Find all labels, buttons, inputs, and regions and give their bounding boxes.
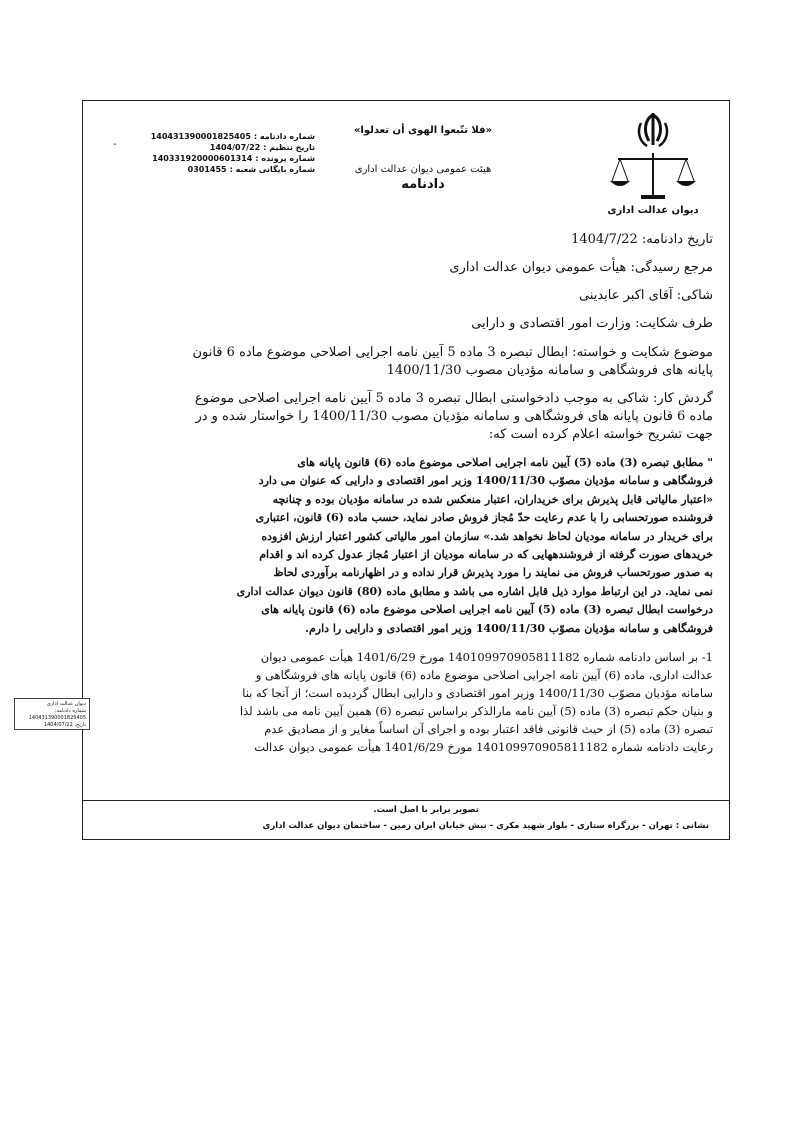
- verdict-meta: [105, 131, 315, 175]
- subject-paragraph: [101, 344, 713, 380]
- scales-of-justice-icon: [608, 151, 698, 201]
- text-line: درخواست ابطال تبصره (3) ماده (5) آیین نامه اجرایی اصلاحی موضوع ماده (6) قانون پایانه های: [261, 603, 713, 617]
- document-footer: [83, 800, 729, 839]
- certified-copy-note: تصویر برابر با اصل است.: [373, 805, 479, 815]
- text-line: ماده 6 قانون پایانه های فروشگاهی و سامانه مؤدیان مصوب 1400/11/30 را خواستار شده و در: [195, 409, 713, 424]
- plaintiff: شاکی: آقای اکبر عابدینی: [578, 288, 713, 303]
- text-line: خریدهای صورت گرفته از فروشندههایی که در سامانه مودیان از اعتبار مُجاز عدول کرده اند و اقدام: [259, 548, 713, 562]
- text-line: سامانه مؤدیان مصوّب 1400/11/30 وزیر امور اقتصادی و دارایی ابطال گردیده است؛ از آنجا که بنا: [242, 686, 713, 701]
- stamp-line: تاریخ: 1404/07/22: [43, 722, 86, 728]
- header-dash: -: [113, 139, 117, 150]
- meta-value: 1404/07/22: [209, 143, 261, 152]
- text-line: برای خریدار در سامانه مودیان لحاظ نخواهد شد.» سازمان امور مالیاتی کشور اعتبار ارزش افزوده: [261, 529, 713, 543]
- meta-value: 140431390001825405: [150, 132, 251, 141]
- verification-stamp: [14, 698, 90, 730]
- court-name: دیوان عدالت اداری: [607, 205, 699, 216]
- court-address: نشانی : تهران - بزرگراه ستاری - بلوار شهید مکری - نبش خیابان ایران زمین - ساختمان دیوان عدالت اداری: [262, 821, 709, 831]
- text-line: و بنیان حکم تبصره (3) ماده (5) آیین نامه مارالذکر براساس تبصره (6) همین آیین نامه می باشد لذا: [239, 704, 713, 719]
- review-authority: مرجع رسیدگی: هیأت عمومی دیوان عدالت اداری: [449, 260, 713, 275]
- verdict-date: تاریخ دادنامه: 1404/7/22: [571, 232, 713, 247]
- document-frame: [82, 100, 730, 840]
- center-heading: [303, 125, 543, 192]
- meta-value: 0301455: [187, 165, 227, 174]
- stamp-line: دیوان عدالت اداری: [46, 701, 86, 707]
- meta-row: [105, 153, 315, 164]
- board-name: هیئت عمومی دیوان عدالت اداری: [354, 164, 492, 175]
- verdict-title: دادنامه: [401, 177, 445, 192]
- meta-row: [105, 131, 315, 142]
- item-1-paragraph: [101, 648, 713, 756]
- text-line: 1- بر اساس دادنامه شماره 140109970905811182 مورخ 1401/6/29 هیأت عمومی دیوان: [260, 650, 713, 665]
- text-line: نمی نماید. در این ارتباط موارد ذیل قابل اشاره می باشد و مطابق ماده (80) قانون دیوان عدالت اداری: [236, 584, 713, 598]
- quote-paragraph: [101, 454, 713, 638]
- text-line: گردش کار: شاکی به موجب دادخواستی ابطال تبصره 3 ماده 5 آیین نامه اجرایی اصلاحی موضوع: [194, 391, 713, 406]
- stamp-line: شماره دادنامه: 140431390001825405: [28, 708, 86, 721]
- meta-row: [105, 164, 315, 175]
- text-line: تبصره (3) ماده (5) از حیث قانونی فاقد اعتبار بوده و اجرای آن اساساً مغایر و از مصادیق عدم: [264, 722, 713, 737]
- meta-label: شماره پرونده :: [255, 154, 315, 163]
- document-body: [101, 219, 713, 766]
- text-line: عدالت اداری، ماده (6) آیین نامه اجرایی اصلاحی موضوع ماده (6) قانون پایانه های فروشگاهی و: [255, 668, 713, 683]
- text-line: فروشنده صورتحسابی را با عدم رعایت حدّ مُجاز فروش صادر نماید، حسب ماده (6) قانون، اعتباری: [255, 511, 713, 525]
- text-line: رعایت دادنامه شماره 140109970905811182 مورخ 1401/6/29 هیأت عمومی دیوان عدالت: [254, 740, 713, 755]
- text-line: موضوع شکایت و خواسته: ابطال تبصره 3 ماده 5 آیین نامه اجرایی اصلاحی موضوع ماده 6 قانون: [192, 345, 713, 360]
- text-line: پایانه های فروشگاهی و سامانه مؤدیان مصوب 1400/11/30: [386, 363, 713, 378]
- text-line: فروشگاهی و سامانه مؤدیان مصوّب 1400/11/30 وزیر امور اقتصادی و دارایی که عنوان می دارد: [258, 474, 713, 488]
- emblem-block: [603, 111, 703, 216]
- meta-label: شماره دادنامه :: [253, 132, 315, 141]
- document-header: [83, 101, 729, 219]
- text-line: " مطابق تبصره (3) ماده (5) آیین نامه اجرایی اصلاحی موضوع ماده (6) قانون پایانه های: [297, 456, 713, 469]
- meta-row: [105, 142, 315, 153]
- quran-verse: «فلا تتّبعوا الهوى أن تعدلوا»: [353, 125, 493, 136]
- text-line: به صدور صورتحساب فروش می نمایند را مورد پذیرش قرار نداده و در اظهارنامه برآوردی لحاظ: [273, 566, 713, 580]
- text-line: فروشگاهی و سامانه مؤدیان مصوّب 1400/11/30 وزیر امور اقتصادی و دارایی را دارم.: [305, 621, 713, 635]
- text-line: جهت تشریح خواسته اعلام کرده است که:: [488, 427, 713, 442]
- course-paragraph: [101, 390, 713, 444]
- meta-value: 140331920000601314: [152, 154, 253, 163]
- meta-label: تاریخ تنظیم :: [263, 143, 315, 152]
- iran-emblem-icon: [631, 111, 675, 151]
- defendant: طرف شکایت: وزارت امور اقتصادی و دارایی: [471, 316, 713, 331]
- meta-label: شماره بایگانی شعبه :: [229, 165, 315, 174]
- text-line: «اعتبار مالیاتی قابل پذیرش برای خریداران، اعتبار منعکس شده در سامانه مؤدیان بوده و چنانچه: [272, 492, 713, 506]
